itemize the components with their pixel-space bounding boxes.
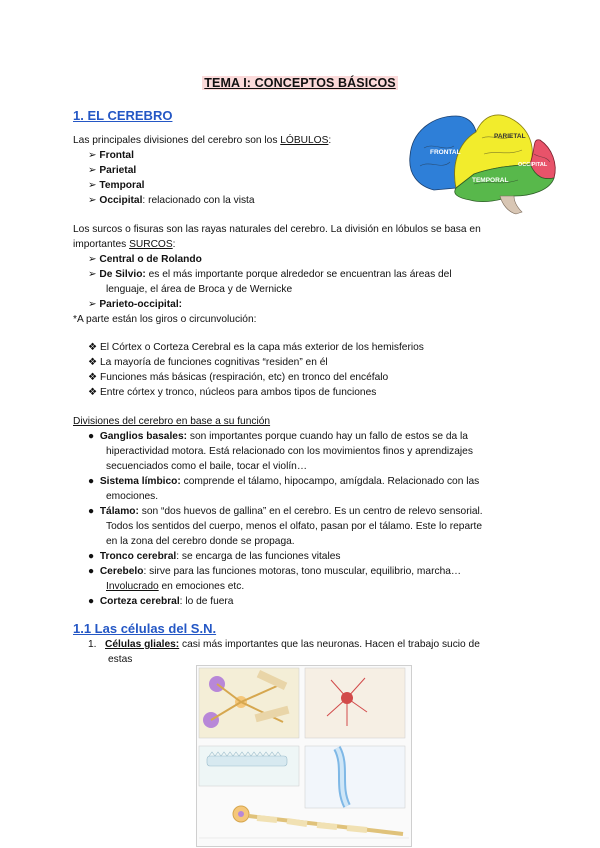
sulci-intro-pre: importantes bbox=[73, 239, 130, 250]
division-name: Tronco cerebral bbox=[99, 551, 177, 562]
brain-lobes-illustration bbox=[404, 108, 560, 216]
intro-colon: : bbox=[328, 135, 332, 146]
glial-desc: casi más importantes que las neuronas. Hacen el trabajo sucio de bbox=[179, 639, 480, 650]
gyri-note: *A parte están los giros o circunvolución: bbox=[73, 314, 257, 325]
sulcus-desc: es el más importante porque alrededor se encuentran las áreas del bbox=[145, 269, 452, 280]
division-desc: son “dos huevos de gallina” en el cerebro. Es un centro de relevo sensorial. bbox=[138, 506, 483, 517]
division-name: Sistema límbico: bbox=[99, 476, 181, 487]
lobe-name: Frontal bbox=[99, 150, 134, 161]
list-item bbox=[88, 193, 255, 208]
division-desc-cont: hiperactividad motora. Está relacionado con los movimientos finos y aprendizajes bbox=[106, 446, 473, 457]
division-desc: : se encarga de las funciones vitales bbox=[176, 551, 341, 562]
cortex-item-text: La mayoría de funciones cognitivas “residen” en él bbox=[99, 357, 328, 368]
sulci-intro-colon: : bbox=[172, 239, 176, 250]
division-name: Ganglios basales: bbox=[99, 431, 188, 442]
division-name: Cerebelo bbox=[99, 566, 144, 577]
division-desc: : lo de fuera bbox=[179, 596, 234, 607]
cortex-item-text: El Córtex o Corteza Cerebral es la capa más exterior de los hemisferios bbox=[99, 342, 424, 353]
list-item bbox=[88, 594, 528, 609]
list-item bbox=[88, 474, 528, 489]
division-desc: son importantes porque cuando hay un fallo de estos se da la bbox=[187, 431, 468, 442]
brainstem bbox=[500, 196, 522, 214]
bullet-icon: ● bbox=[88, 431, 95, 442]
division-desc-cont: emociones. bbox=[106, 491, 159, 502]
lobe-name: Temporal bbox=[99, 180, 145, 191]
sulcus-name: Parieto-occipital: bbox=[99, 299, 183, 310]
lobe-desc: : relacionado con la vista bbox=[142, 195, 255, 206]
arrow-icon: ➢ bbox=[88, 180, 97, 191]
brain-label-parietal: PARIETAL bbox=[494, 133, 526, 140]
glial-line1 bbox=[88, 637, 528, 652]
arrow-icon: ➢ bbox=[88, 195, 97, 206]
surcos-underlined: SURCOS bbox=[129, 239, 173, 250]
diamond-icon: ❖ bbox=[88, 342, 98, 353]
division-desc-cont bbox=[88, 579, 528, 594]
arrow-icon: ➢ bbox=[88, 269, 97, 280]
list-item bbox=[88, 429, 528, 444]
divisions-list bbox=[88, 429, 528, 609]
division-desc: comprende el tálamo, hipocampo, amígdala. Relacionado con las bbox=[180, 476, 480, 487]
cortex-item-text: Entre córtex y tronco, núcleos para ambos tipos de funciones bbox=[99, 387, 377, 398]
sulcus-desc-cont: lenguaje, el área de Broca y de Wernicke bbox=[106, 284, 293, 295]
division-name: Tálamo: bbox=[99, 506, 139, 517]
bullet-icon: ● bbox=[88, 506, 95, 517]
diamond-icon: ❖ bbox=[88, 387, 98, 398]
sulci-intro bbox=[73, 222, 528, 252]
diamond-icon: ❖ bbox=[88, 357, 98, 368]
division-desc: : sirve para las funciones motoras, tono muscular, equilibrio, marcha… bbox=[143, 566, 462, 577]
lobes-intro bbox=[73, 133, 331, 148]
sulci-intro-line1: Los surcos o fisuras son las rayas naturales del cerebro. La división en lóbulos se basa en bbox=[73, 224, 481, 235]
sulci-intro-line2 bbox=[73, 237, 528, 252]
arrow-icon: ➢ bbox=[88, 150, 97, 161]
brain-label-temporal: TEMPORAL bbox=[472, 177, 509, 184]
sulcus-name: De Silvio: bbox=[99, 269, 146, 280]
title-text: TEMA I: CONCEPTOS BÁSICOS bbox=[204, 76, 396, 90]
list-item bbox=[88, 340, 528, 355]
list-item bbox=[88, 355, 528, 370]
glial-desc-cont: estas bbox=[108, 654, 133, 665]
involucrado-underlined: Involucrado bbox=[106, 581, 159, 592]
bullet-icon: ● bbox=[88, 476, 95, 487]
page-title bbox=[0, 76, 600, 90]
glial-name: Células gliales: bbox=[105, 639, 180, 650]
brain-label-occipital: OCCIPITAL bbox=[518, 162, 548, 168]
list-item bbox=[88, 564, 528, 579]
list-item bbox=[88, 267, 528, 282]
list-item bbox=[88, 297, 528, 312]
cortex-list bbox=[88, 340, 528, 400]
list-item bbox=[88, 504, 528, 519]
diamond-icon: ❖ bbox=[88, 372, 98, 383]
cerebelo-rest: en emociones etc. bbox=[158, 581, 245, 592]
lobe-name: Parietal bbox=[99, 165, 137, 176]
list-item bbox=[88, 163, 255, 178]
brain-label-frontal: FRONTAL bbox=[430, 149, 461, 156]
division-desc-cont: secuenciados como el baile, tocar el violín… bbox=[106, 461, 308, 472]
bullet-icon: ● bbox=[88, 596, 95, 607]
bullet-icon: ● bbox=[88, 566, 95, 577]
lobes-list bbox=[88, 148, 255, 208]
section-heading-cerebro: 1. EL CEREBRO bbox=[73, 108, 173, 123]
list-item bbox=[88, 370, 528, 385]
arrow-icon: ➢ bbox=[88, 254, 97, 265]
bullet-icon: ● bbox=[88, 551, 95, 562]
list-item bbox=[88, 549, 528, 564]
glial-item bbox=[88, 637, 528, 667]
section-heading-celulas: 1.1 Las células del S.N. bbox=[73, 621, 217, 636]
arrow-icon: ➢ bbox=[88, 299, 97, 310]
cortex-item-text: Funciones más básicas (respiración, etc) en tronco del encéfalo bbox=[99, 372, 389, 383]
arrow-icon: ➢ bbox=[88, 165, 97, 176]
sulcus-name: Central o de Rolando bbox=[99, 254, 202, 265]
list-item bbox=[88, 148, 255, 163]
intro-text: Las principales divisiones del cerebro son los bbox=[73, 135, 281, 146]
list-item bbox=[88, 178, 255, 193]
list-item bbox=[88, 385, 528, 400]
division-desc-cont: Todos los sentidos del cuerpo, menos el olfato, pasan por el tálamo. Este lo reparte bbox=[106, 521, 483, 532]
lobulos-underlined: LÓBULOS bbox=[280, 135, 329, 146]
sulci-list bbox=[88, 252, 528, 312]
list-item bbox=[88, 252, 528, 267]
division-desc-cont: en la zona del cerebro donde se propaga. bbox=[106, 536, 295, 547]
item-number: 1. bbox=[88, 639, 97, 650]
division-name: Corteza cerebral bbox=[99, 596, 180, 607]
divisions-heading: Divisiones del cerebro en base a su función bbox=[73, 416, 271, 427]
glial-cells-figure bbox=[196, 665, 412, 847]
lobe-name: Occipital bbox=[99, 195, 143, 206]
